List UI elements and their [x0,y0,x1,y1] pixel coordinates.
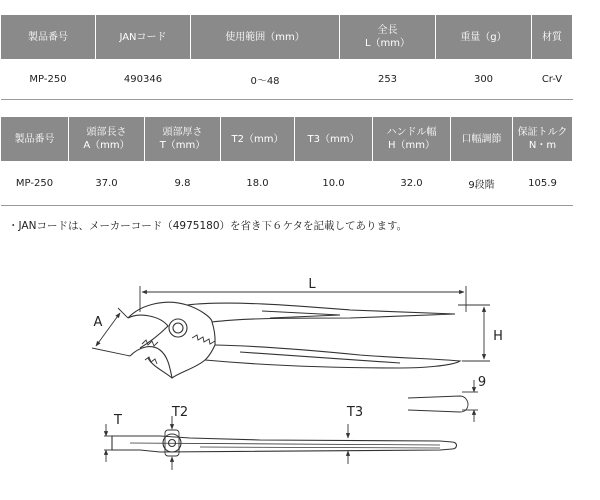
header-cell: ハンドル幅 H（mm） [373,117,451,162]
table-cell: 37.0 [69,162,145,206]
header-cell: 保証トルク N・m [513,117,573,162]
label-L: L [308,277,316,292]
header-cell: 口幅調節 [451,117,513,162]
table-cell: 9段階 [451,162,513,206]
header-cell: 製品番号 [1,15,96,60]
label-nine: 9 [477,375,487,390]
table-cell: 10.0 [295,162,373,206]
jan-code-note: ・JANコードは、メーカーコード（4975180）を省き下６ケタを記載してあります。 [8,220,408,232]
table-cell: 253 [340,60,436,100]
table-cell: MP-250 [1,60,96,100]
table-cell: 105.9 [513,162,573,206]
label-H: H [493,329,503,344]
table-cell: 32.0 [373,162,451,206]
header-cell: 材質 [532,15,573,60]
pliers-side-view [112,430,457,456]
header-cell: 使用範囲（mm） [191,15,340,60]
table-cell: 18.0 [221,162,295,206]
header-cell: 全長 L（mm） [340,15,436,60]
header-cell: 製品番号 [1,117,69,162]
table-cell: 9.8 [145,162,221,206]
header-cell: T2（mm） [221,117,295,162]
label-A: A [93,315,103,330]
table-cell: MP-250 [1,162,69,206]
table-cell: 0〜48 [191,60,340,100]
dimension-L [140,286,466,312]
table-cell: 300 [436,60,532,100]
label-T3: T3 [346,405,364,420]
header-cell: 頭部長さ A（mm） [69,117,145,162]
dimension-T [104,424,112,462]
label-T2: T2 [171,405,189,420]
table-cell: 490346 [96,60,191,100]
pliers-top-view [128,302,460,378]
header-cell: 重量（g） [436,15,532,60]
header-cell: 頭部厚さ T（mm） [145,117,221,162]
header-cell: T3（mm） [295,117,373,162]
dimension-nine [408,380,478,422]
dimension-H [458,305,490,361]
header-cell: JANコード [96,15,191,60]
table-cell: Cr-V [532,60,573,100]
label-T: T [114,413,122,428]
